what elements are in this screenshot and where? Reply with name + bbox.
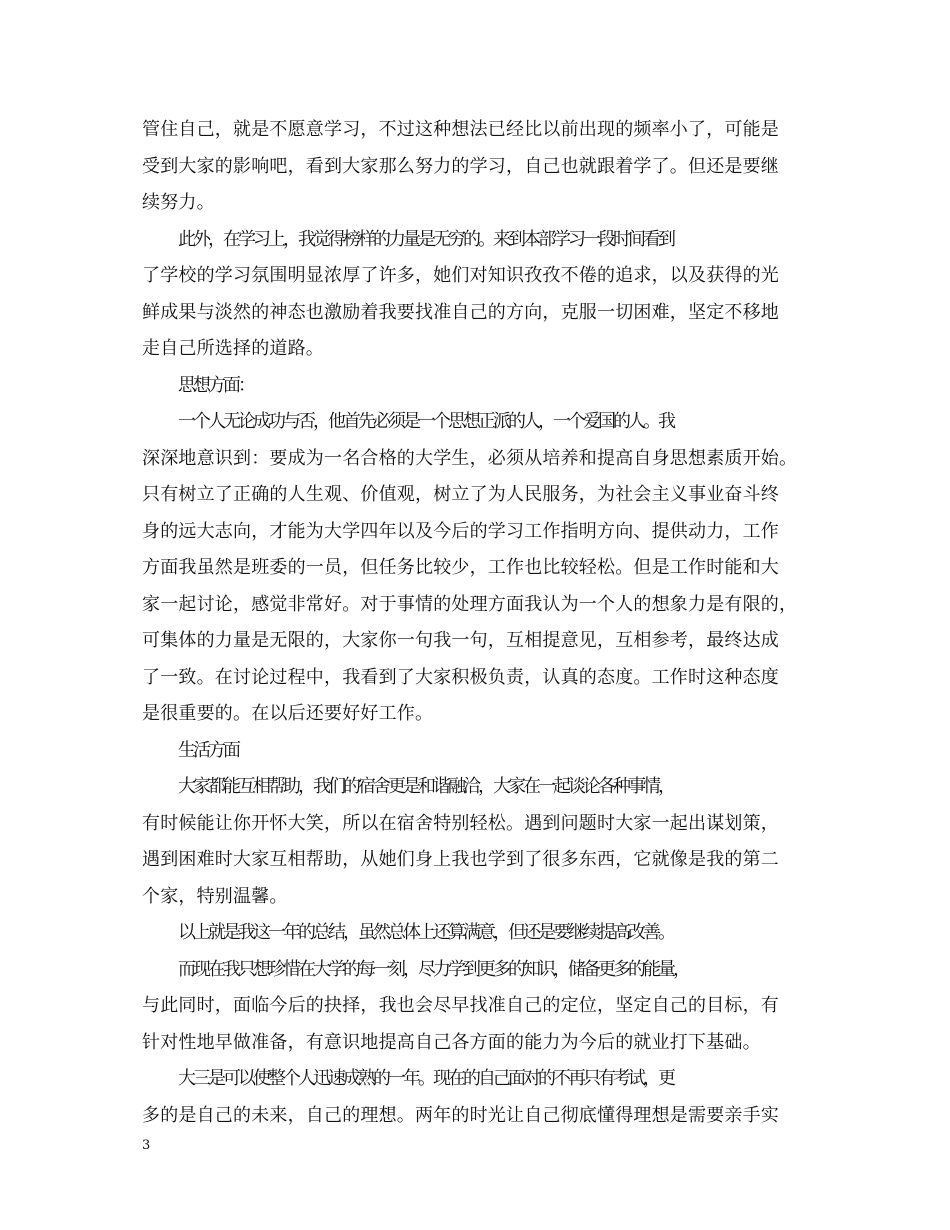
text-line: 续努力。	[142, 192, 215, 213]
text-line: 了学校的学习氛围明显浓厚了许多，她们对知识孜孜不倦的追求，以及获得的光	[142, 265, 779, 286]
text-line: 一个人无论成功与否，他首先必须是一个思想正派的人，一个爱国的人。我	[178, 411, 673, 432]
text-line: 方面我虽然是班委的一员，但任务比较少，工作也比较轻松。但是工作时能和大	[142, 557, 779, 578]
text-line: 了一致。在讨论过程中，我看到了大家积极负责，认真的态度。工作时这种态度	[142, 666, 779, 688]
text-line: 思想方面：	[178, 374, 253, 396]
text-line: 只有树立了正确的人生观、价值观，树立了为人民服务，为社会主义事业奋斗终	[142, 484, 779, 505]
text-line: 身的远大志向，才能为大学四年以及今后的学习工作指明方向、提供动力，工作	[142, 520, 779, 542]
text-line: 可集体的力量是无限的，大家你一句我一句，互相提意见，互相参考，最终达成	[142, 630, 779, 651]
text-line: 受到大家的影响吧，看到大家那么努力的学习，自己也就跟着学了。但还是要继	[142, 155, 779, 177]
body-text	[142, 112, 832, 1134]
text-line: 而现在我只想珍惜在大学的每一刻，尽力学到更多的知识，储备更多的能量，	[178, 958, 688, 980]
text-line: 个家，特别温馨。	[142, 885, 288, 907]
page-number: 3	[142, 1138, 151, 1153]
text-line: 是很重要的。在以后还要好好工作。	[142, 703, 434, 724]
text-line: 以上就是我这一年的总结，虽然总体上还算满意，但还是要继续提高改善。	[178, 922, 673, 943]
text-line: 多的是自己的未来，自己的理想。两年的时光让自己彻底懂得理想是需要亲手实	[142, 1104, 779, 1126]
text-line: 深深地意识到：要成为一名合格的大学生，必须从培养和提高自身思想素质开始。	[142, 447, 798, 469]
text-line: 有时候能让你开怀大笑，所以在宿舍特别轻松。遇到问题时大家一起出谋划策，	[142, 812, 779, 834]
text-line: 此外，在学习上，我觉得榜样的力量是无穷的。来到本部学习一段时间看到	[178, 228, 673, 250]
text-line: 管住自己，就是不愿意学习，不过这种想法已经比以前出现的频率小了，可能是	[142, 119, 779, 140]
text-line: 大家都能互相帮助，我们的宿舍更是和谐融洽，大家在一起谈论各种事情，	[178, 776, 673, 797]
text-line: 鲜成果与淡然的神态也激励着我要找准自己的方向，克服一切困难，坚定不移地	[142, 301, 779, 323]
text-line: 大三是可以使整个人迅速成熟的一年。现在的自己面对的不再只有考试，更	[178, 1068, 673, 1089]
text-line: 家一起讨论，感觉非常好。对于事情的处理方面我认为一个人的想象力是有限的，	[142, 593, 798, 615]
text-line: 生活方面	[178, 739, 238, 761]
text-line: 遇到困难时大家互相帮助，从她们身上我也学到了很多东西，它就像是我的第二	[142, 849, 779, 870]
text-line: 针对性地早做准备，有意识地提高自己各方面的能力为今后的就业打下基础。	[142, 1031, 761, 1053]
text-line: 走自己所选择的道路。	[142, 338, 324, 359]
text-line: 与此同时，面临今后的抉择，我也会尽早找准自己的定位，坚定自己的目标，有	[142, 995, 779, 1016]
